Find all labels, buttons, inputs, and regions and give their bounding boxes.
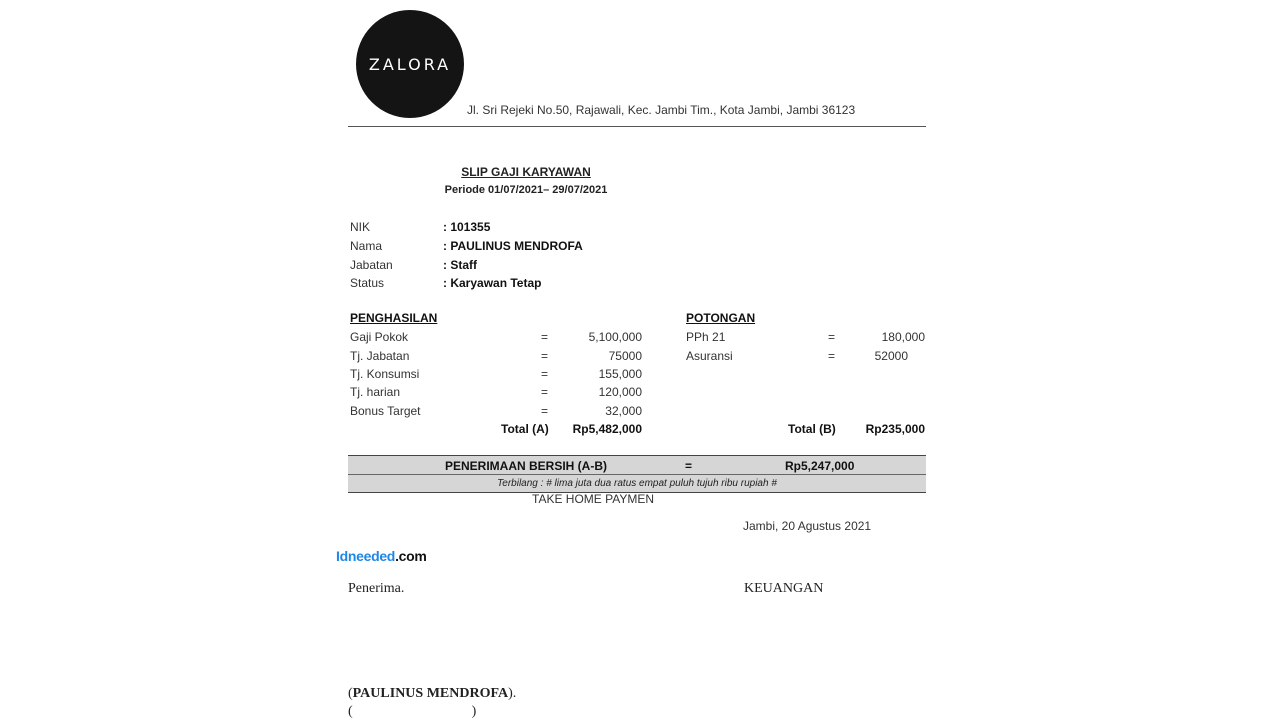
income-item-eq: = bbox=[541, 367, 549, 381]
status-value: : Karyawan Tetap bbox=[443, 276, 542, 290]
deduction-item-label: Asuransi bbox=[686, 349, 733, 363]
receiver-name: PAULINUS MENDROFA bbox=[352, 686, 509, 701]
amount-in-words: Terbilang : # lima juta dua ratus empat puluh tujuh ribu rupiah # bbox=[497, 478, 777, 489]
place-date: Jambi, 20 Agustus 2021 bbox=[743, 519, 872, 533]
income-total-label: Total (A) bbox=[501, 422, 549, 436]
watermark-logo bbox=[336, 548, 427, 564]
deduction-item-label: PPh 21 bbox=[686, 330, 726, 344]
position-value: : Staff bbox=[443, 258, 477, 272]
income-item-eq: = bbox=[541, 349, 549, 363]
receiver-name-line bbox=[348, 686, 516, 702]
deduction-total-label: Total (B) bbox=[788, 422, 836, 436]
bracket-close: ). bbox=[508, 686, 517, 701]
slip-period: Periode 01/07/2021– 29/07/2021 bbox=[444, 184, 608, 196]
signature-blank-line: ( ) bbox=[348, 704, 477, 719]
deduction-item-value: 52000 bbox=[874, 349, 908, 363]
income-item-label: Tj. Konsumsi bbox=[350, 367, 420, 381]
net-pay-divider bbox=[348, 474, 926, 475]
income-item-value: 32,000 bbox=[605, 404, 642, 418]
income-item-label: Tj. Jabatan bbox=[350, 349, 410, 363]
take-home-pay-caption: TAKE HOME PAYMEN bbox=[532, 492, 655, 506]
watermark-part2: .com bbox=[395, 548, 427, 564]
income-item-label: Gaji Pokok bbox=[350, 330, 409, 344]
income-item-label: Bonus Target bbox=[350, 404, 421, 418]
income-item-eq: = bbox=[541, 385, 549, 399]
income-item-label: Tj. harian bbox=[350, 385, 401, 399]
income-item-value: 155,000 bbox=[598, 367, 642, 381]
income-heading: PENGHASILAN bbox=[350, 311, 438, 325]
deduction-heading: POTONGAN bbox=[686, 311, 756, 325]
bracket-open: ( bbox=[348, 686, 353, 701]
watermark-part1: Idneeded bbox=[336, 548, 396, 564]
slip-title: SLIP GAJI KARYAWAN bbox=[461, 165, 591, 179]
deduction-item-eq: = bbox=[828, 330, 836, 344]
net-pay-eq: = bbox=[685, 459, 693, 473]
company-address: Jl. Sri Rejeki No.50, Rajawali, Kec. Jambi Tim., Kota Jambi, Jambi 36123 bbox=[467, 103, 856, 117]
name-label: Nama bbox=[350, 239, 383, 253]
position-label: Jabatan bbox=[350, 258, 393, 272]
deduction-total-value: Rp235,000 bbox=[865, 422, 925, 436]
logo-text: ZALORA bbox=[368, 54, 452, 74]
net-pay-label: PENERIMAAN BERSIH (A-B) bbox=[445, 459, 607, 473]
income-item-value: 5,100,000 bbox=[588, 330, 642, 344]
nik-value: : 101355 bbox=[443, 220, 491, 234]
receiver-label: Penerima. bbox=[348, 581, 405, 596]
income-item-eq: = bbox=[541, 404, 549, 418]
status-label: Status bbox=[350, 276, 385, 290]
net-pay-value: Rp5,247,000 bbox=[785, 459, 855, 473]
income-item-value: 75000 bbox=[608, 349, 642, 363]
deduction-item-value: 180,000 bbox=[881, 330, 925, 344]
header-divider bbox=[348, 126, 926, 127]
income-total-value: Rp5,482,000 bbox=[572, 422, 642, 436]
nik-label: NIK bbox=[350, 220, 371, 234]
income-item-value: 120,000 bbox=[598, 385, 642, 399]
income-item-eq: = bbox=[541, 330, 549, 344]
finance-label: KEUANGAN bbox=[744, 581, 824, 596]
name-value: : PAULINUS MENDROFA bbox=[443, 239, 583, 253]
company-logo bbox=[356, 10, 464, 118]
deduction-item-eq: = bbox=[828, 349, 836, 363]
